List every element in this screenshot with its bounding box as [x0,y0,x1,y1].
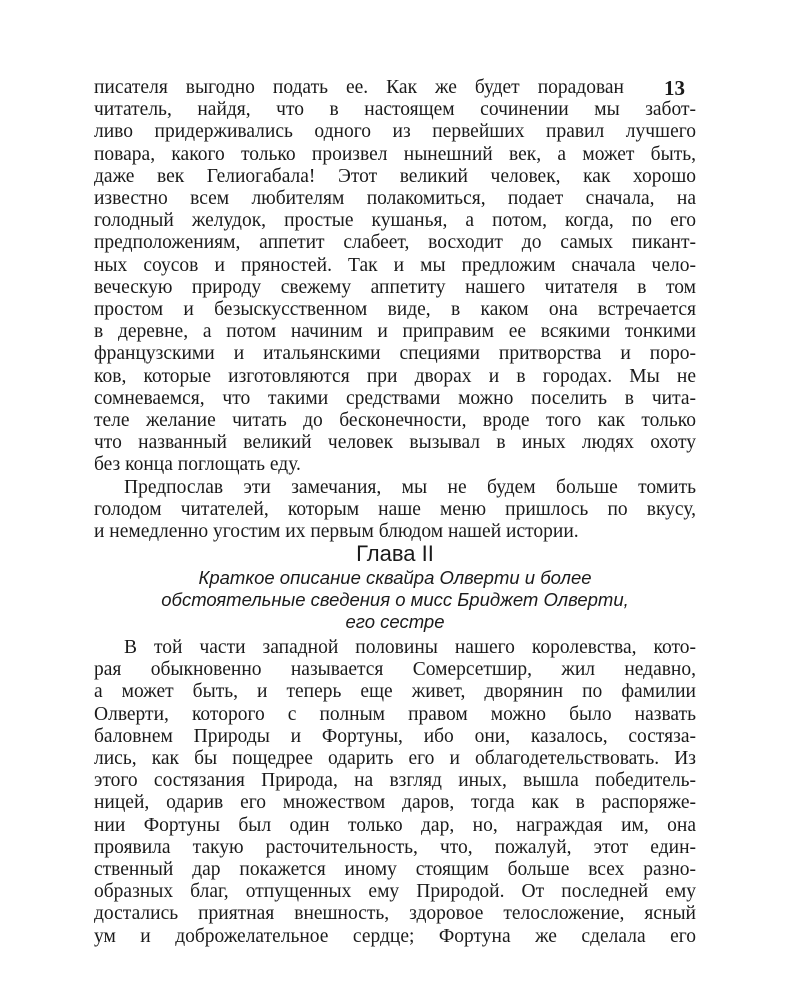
text-line: что названный великий человек вызывал в иных людях охоту [94,432,696,454]
text-line: ных соусов и пряностей. Так и мы предложим сначала чело- [94,254,696,276]
text-line: предположениям, аппетит слабеет, восходит до самых пикант- [94,232,696,254]
chapter-title: Глава II [356,541,434,566]
text-line: в деревне, а потом начиним и приправим ее всякими тонкими [94,321,696,343]
text-line: Олверти, которого с полным правом можно было назвать [94,703,696,725]
text-line: образных благ, отпущенных ему Природой. От последней ему [94,881,696,903]
chapter-text [94,637,696,948]
text-line: голодный желудок, простые кушанья, а потом, когда, по его [94,210,696,232]
text-line: ницей, одарив его множеством даров, тогда как в распоряже- [94,792,696,814]
subtitle-line: обстоятельные сведения о мисс Бриджет Олверти, [161,589,629,610]
text-line: известно всем любителям полакомиться, подает сначала, на [94,188,696,210]
text-line: баловнем Природы и Фортуны, ибо они, казалось, состяза- [94,725,696,747]
text-line: а может быть, и теперь еще живет, дворянин по фамилии [94,681,696,703]
text-line: простом и безыскусственном виде, в каком она встречается [94,299,696,321]
text-line: ков, которые изготовляются при дворах и в городах. Мы не [94,365,696,387]
text-line: этого состязания Природа, на взгляд иных, вышла победитель- [94,770,696,792]
text-line: ливо придерживались одного из первейших правил лучшего [94,121,696,143]
text-line: лись, как бы пощедрее одарить его и облагодетельствовать. Из [94,748,696,770]
text-line: веческую природу свежему аппетиту нашего читателя в том [94,276,696,298]
chapter-subtitle [94,567,696,633]
text-line: голодом читателей, которым наше меню пришлось по вкусу, [94,498,696,520]
text-line: без конца поглощать еду. [94,454,301,476]
text-line: достались приятная внешность, здоровое телосложение, ясный [94,903,696,925]
text-line: французскими и итальянскими специями притворства и поро- [94,343,696,365]
text-line: теле желание читать до бесконечности, вроде того как только [94,410,696,432]
text-line: ственный дар покажется иному стоящим больше всех разно- [94,859,696,881]
text-line: повара, какого только произвел нынешний век, а может быть, [94,143,696,165]
text-line: В той части западной половины нашего королевства, кото- [124,637,696,658]
text-line: ум и доброжелательное сердце; Фортуна же сделала его [94,925,696,947]
text-line: читатель, найдя, что в настоящем сочинении мы забот- [94,99,696,121]
page-number: 13 [664,76,685,100]
text-line: проявила такую расточительность, что, пожалуй, этот един- [94,836,696,858]
text-line: нии Фортуны был один только дар, но, награждая им, она [94,814,696,836]
text-line: даже век Гелиогабала! Этот великий человек, как хорошо [94,165,696,187]
text-line: и немедленно угостим их первым блюдом нашей истории. [94,521,579,543]
subtitle-line: Краткое описание сквайра Олверти и более [198,567,592,588]
intro-text [94,77,696,543]
text-line: Предпослав эти замечания, мы не будем больше томить [124,476,696,498]
text-line: сомневаемся, что такими средствами можно поселить в чита- [94,387,696,409]
text-line: рая обыкновенно называется Сомерсетшир, жил недавно, [94,659,696,681]
text-line: писателя выгодно подать ее. Как же будет порадован [94,77,624,98]
subtitle-line: его сестре [345,611,445,632]
